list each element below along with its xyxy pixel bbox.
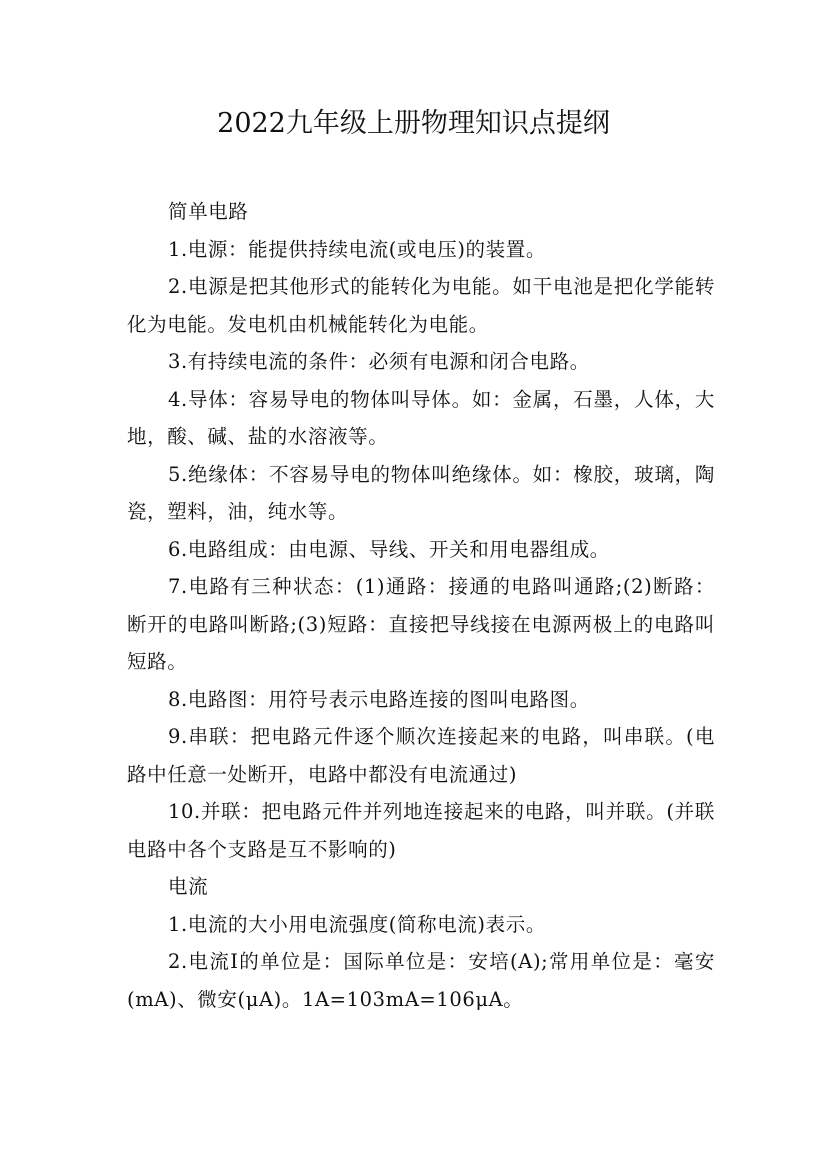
paragraph: 7.电路有三种状态：(1)通路：接通的电路叫通路;(2)断路：断开的电路叫断路;(3)短路：直接把导线接在电源两极上的电路叫短路。 (127, 575, 715, 673)
paragraph: 4.导体：容易导电的物体叫导体。如：金属，石墨，人体，大地，酸、碱、盐的水溶液等。 (127, 387, 715, 448)
paragraph: 5.绝缘体：不容易导电的物体叫绝缘体。如：橡胶，玻璃，陶瓷，塑料，油，纯水等。 (127, 462, 715, 523)
paragraph: 6.电路组成：由电源、导线、开关和用电器组成。 (168, 537, 610, 561)
paragraph: 8.电路图：用符号表示电路连接的图叫电路图。 (168, 687, 590, 711)
document-title: 2022九年级上册物理知识点提纲 (217, 108, 610, 139)
paragraph: 2.电流I的单位是：国际单位是：安培(A);常用单位是：毫安(mA)、微安(μA)。1A=103mA=106μA。 (127, 950, 715, 1011)
section-heading-simple-circuit: 简单电路 (168, 200, 249, 223)
paragraph: 1.电源：能提供持续电流(或电压)的装置。 (168, 237, 546, 261)
paragraph: 2.电源是把其他形式的能转化为电能。如干电池是把化学能转化为电能。发电机由机械能转化为电能。 (127, 275, 715, 336)
paragraph: 1.电流的大小用电流强度(简称电流)表示。 (168, 912, 546, 936)
section-heading-current: 电流 (168, 875, 209, 898)
document-body (127, 193, 715, 1018)
paragraph: 3.有持续电流的条件：必须有电源和闭合电路。 (168, 350, 590, 373)
paragraph: 10.并联：把电路元件并列地连接起来的电路，叫并联。(并联电路中各个支路是互不影响的) (127, 800, 715, 861)
paragraph: 9.串联：把电路元件逐个顺次连接起来的电路，叫串联。(电路中任意一处断开，电路中都没有电流通过) (127, 725, 715, 786)
